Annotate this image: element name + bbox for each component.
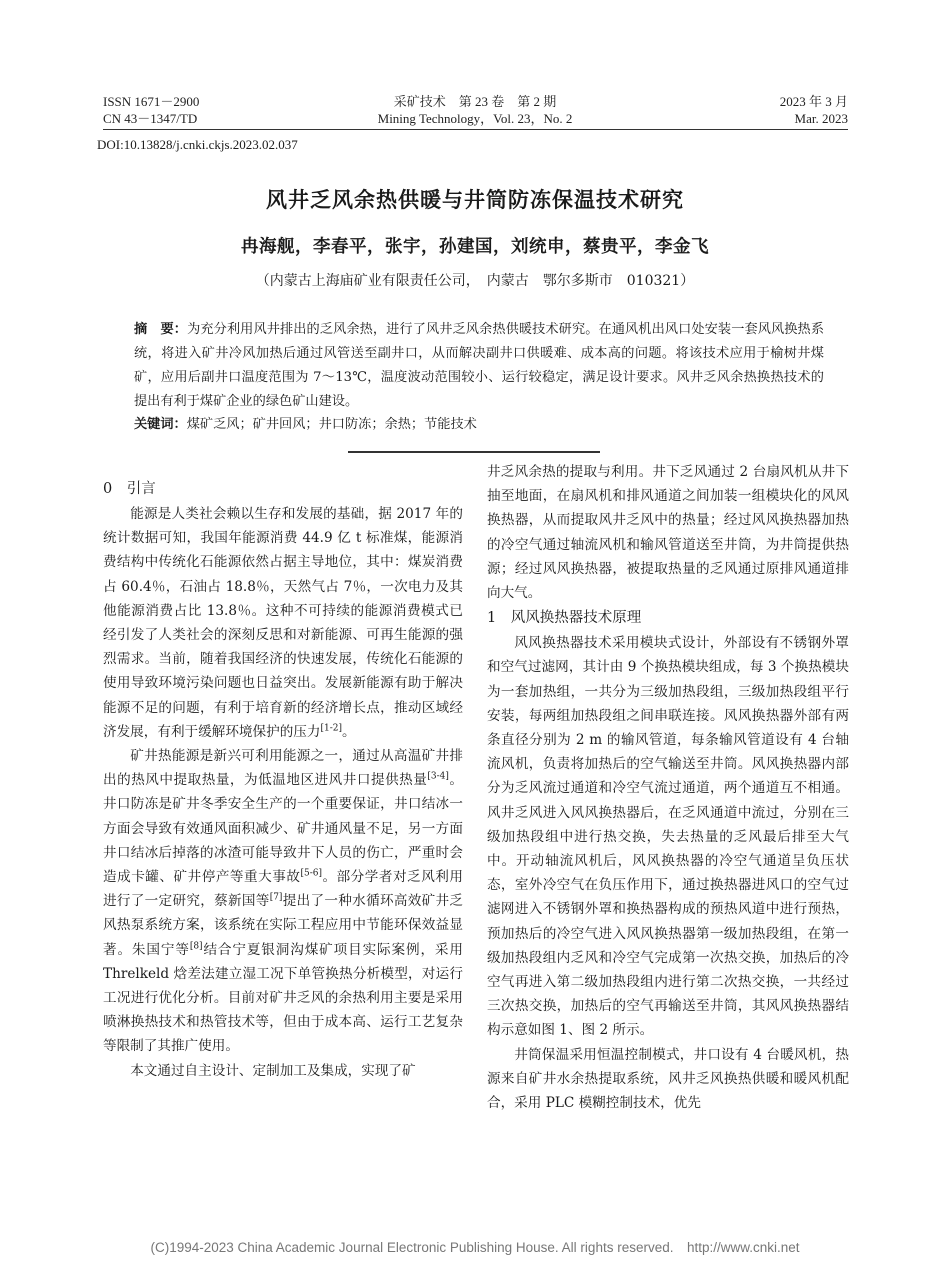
abstract-text: 为充分利用风井排出的乏风余热，进行了风井乏风余热供暖技术研究。在通风机出风口处安装一套风风换热系统，将进入矿井冷风加热后通过风管送至副井口，从而解决副井口供暖难、成本高的问题。将该技术应用于榆树井煤矿，应用后副井口温度范围为 7～13℃，温度波动范围较小、运行较稳定，满足设计要求。风井乏风余热换热技术的提出有利于煤矿企业的绿色矿山建设。 [134,322,825,409]
paragraph: 井筒保温采用恒温控制模式，井口设有 4 台暖风机，热源来自矿井水余热提取系统，风井乏风换热供暖和暖风机配合，采用 PLC 模糊控制技术，优先 [487,1046,849,1112]
left-column [103,476,463,1083]
citation: [3-4] [427,771,449,782]
paragraph-continued: 井乏风余热的提取与利用。井下乏风通过 2 台扇风机从井下抽至地面，在扇风机和排风通道之间加装一组模块化的风风换热器，从而提取风井乏风中的热量；经过风风换热器加热的冷空气通过轴流风机和输风管道送至井筒，为井筒提供热源；经过风风换热器，被提取热量的乏风通过原排风通道排向大气。 [487,464,849,602]
paragraph: 本文通过自主设计、定制加工及集成，实现了矿 [130,1062,416,1079]
doi: DOI:10.13828/j.cnki.ckjs.2023.02.037 [97,137,298,152]
citation: [7] [269,892,283,903]
journal-name-cn: 采矿技术 第 23 卷 第 2 期 [393,94,557,109]
journal-issn-block [103,93,199,127]
abstract-separator [348,451,600,453]
section-heading-principle: 1 风风换热器技术原理 [487,610,642,627]
cn-number: CN 43－1347/TD [103,111,198,126]
journal-name-en: Mining Technology，Vol. 23，No. 2 [377,111,573,126]
paragraph-text: 矿井热能源是新兴可利用能源之一，通过从高温矿井排出的热风中提取热量，为低温地区进风井口提供热量 [103,748,463,789]
date-cn: 2023 年 3 月 [779,94,848,109]
paragraph-text: 能源是人类社会赖以生存和发展的基础，据 2017 年的统计数据可知，我国年能源消费 44.9 亿 t 标准煤，能源消费结构中传统化石能源依然占据主导地位，其中：煤炭消费占 60.4％，石油占 18.8％，天然气占 7％，一次电力及其他能源消费占比 13.8％。这种不可持续的能源消费模式已经引发了人类社会的深刻反思和对新能源、可再生能源的强烈需求。当前，随着我国经济的快速发展，传统化石能源的使用导致环境污染问题也日益突出。发展新能源有助于解决能源不足的问题，有利于培育新的经济增长点，推动区域经济发展，有利于缓解环境保护的压力 [103,506,463,740]
date-en: Mar. 2023 [794,111,848,126]
citation: [8] [189,941,203,952]
paragraph-text: 。井口防冻是矿井冬季安全生产的一个重要保证，井口结冰一方面会导致有效通风面积减少、矿井通风量不足，另一方面井口结冰后掉落的冰渣可能导致井下人员的伤亡，严重时会造成卡罐、矿井停产等重大事故 [103,772,464,886]
keywords [134,414,824,436]
paragraph [103,744,463,1059]
issn: ISSN 1671－2900 [103,94,200,109]
paragraph: 风风换热器技术采用模块式设计，外部设有不锈钢外罩和空气过滤网，其计由 9 个换热模块组成，每 3 个换热模块为一套加热组，一共分为三级加热段组，三级加热段组平行安装，每两组加热段组之间串联连接。风风换热器外部有两条直径分别为 2 m 的输风管道，每条输风管道设有 4 台轴流风机，负责将加热后的空气输送至井筒。风风换热器内部分为乏风流过通道和冷空气流过通道，两个通道互不相通。风井乏风进入风风换热器后，在乏风通道中流过，分别在三级加热段组中进行热交换，失去热量的乏风最后排至大气中。开动轴流风机后，风风换热器的冷空气通道呈负压状态，室外冷空气在负压作用下，通过换热器进风口的空气过滤网进入不锈钢外罩和换热器构成的预热风道中进行预热，预加热后的冷空气进入风风换热器第一级加热段组，在第一级加热段组内乏风和冷空气完成第一次热交换，加热后的冷空气再进入第二级加热段组内进行第二次热交换，一共经过三次热交换，加热后的空气再输送至井筒，其风风换热器结构示意如图 1、图 2 所示。 [487,635,849,1039]
abstract [134,318,824,414]
copyright-footer: (C)1994-2023 China Academic Journal Electronic Publishing House. All rights reserved. http://www.cnki.net [150,1240,800,1255]
abstract-label: 摘 要： [134,322,188,337]
authors: 冉海舰，李春平，张宇，孙建国，刘统申，蔡贵平，李金飞 [241,237,709,257]
header-rule [103,129,848,130]
paragraph-text: 。部分学者对乏风利用进行了一定研究，蔡新国等 [103,869,464,910]
paragraph [103,502,463,744]
paper-title: 风井乏风余热供暖与井筒防冻保温技术研究 [266,188,684,212]
section-heading-introduction: 0 引言 [103,481,156,497]
paragraph-text: 提出了一种水循环高效矿井乏风热泵系统方案，该系统在实际工程应用中节能环保效益显著。朱国宁等 [103,893,464,958]
citation: [5-6] [300,868,322,879]
journal-name-block [300,93,650,127]
keywords-label: 关键词： [134,417,187,432]
citation: [1-2] [320,723,343,734]
keywords-text: 煤矿乏风；矿井回风；井口防冻；余热；节能技术 [186,417,477,432]
paragraph-text: 。 [342,723,356,740]
affiliation: （内蒙古上海庙矿业有限责任公司， 内蒙古 鄂尔多斯市 010321） [255,273,695,289]
paragraph-text: 结合宁夏银洞沟煤矿项目实际案例，采用 Threlkeld 焓差法建立湿工况下单管换热分析模型，对运行工况进行优化分析。目前对矿井乏风的余热利用主要是采用喷淋换热技术和热管技术等，但由于成本高、运行工艺复杂等限制了其推广使用。 [103,941,463,1055]
right-column [487,460,849,1115]
journal-date-block [780,93,848,127]
